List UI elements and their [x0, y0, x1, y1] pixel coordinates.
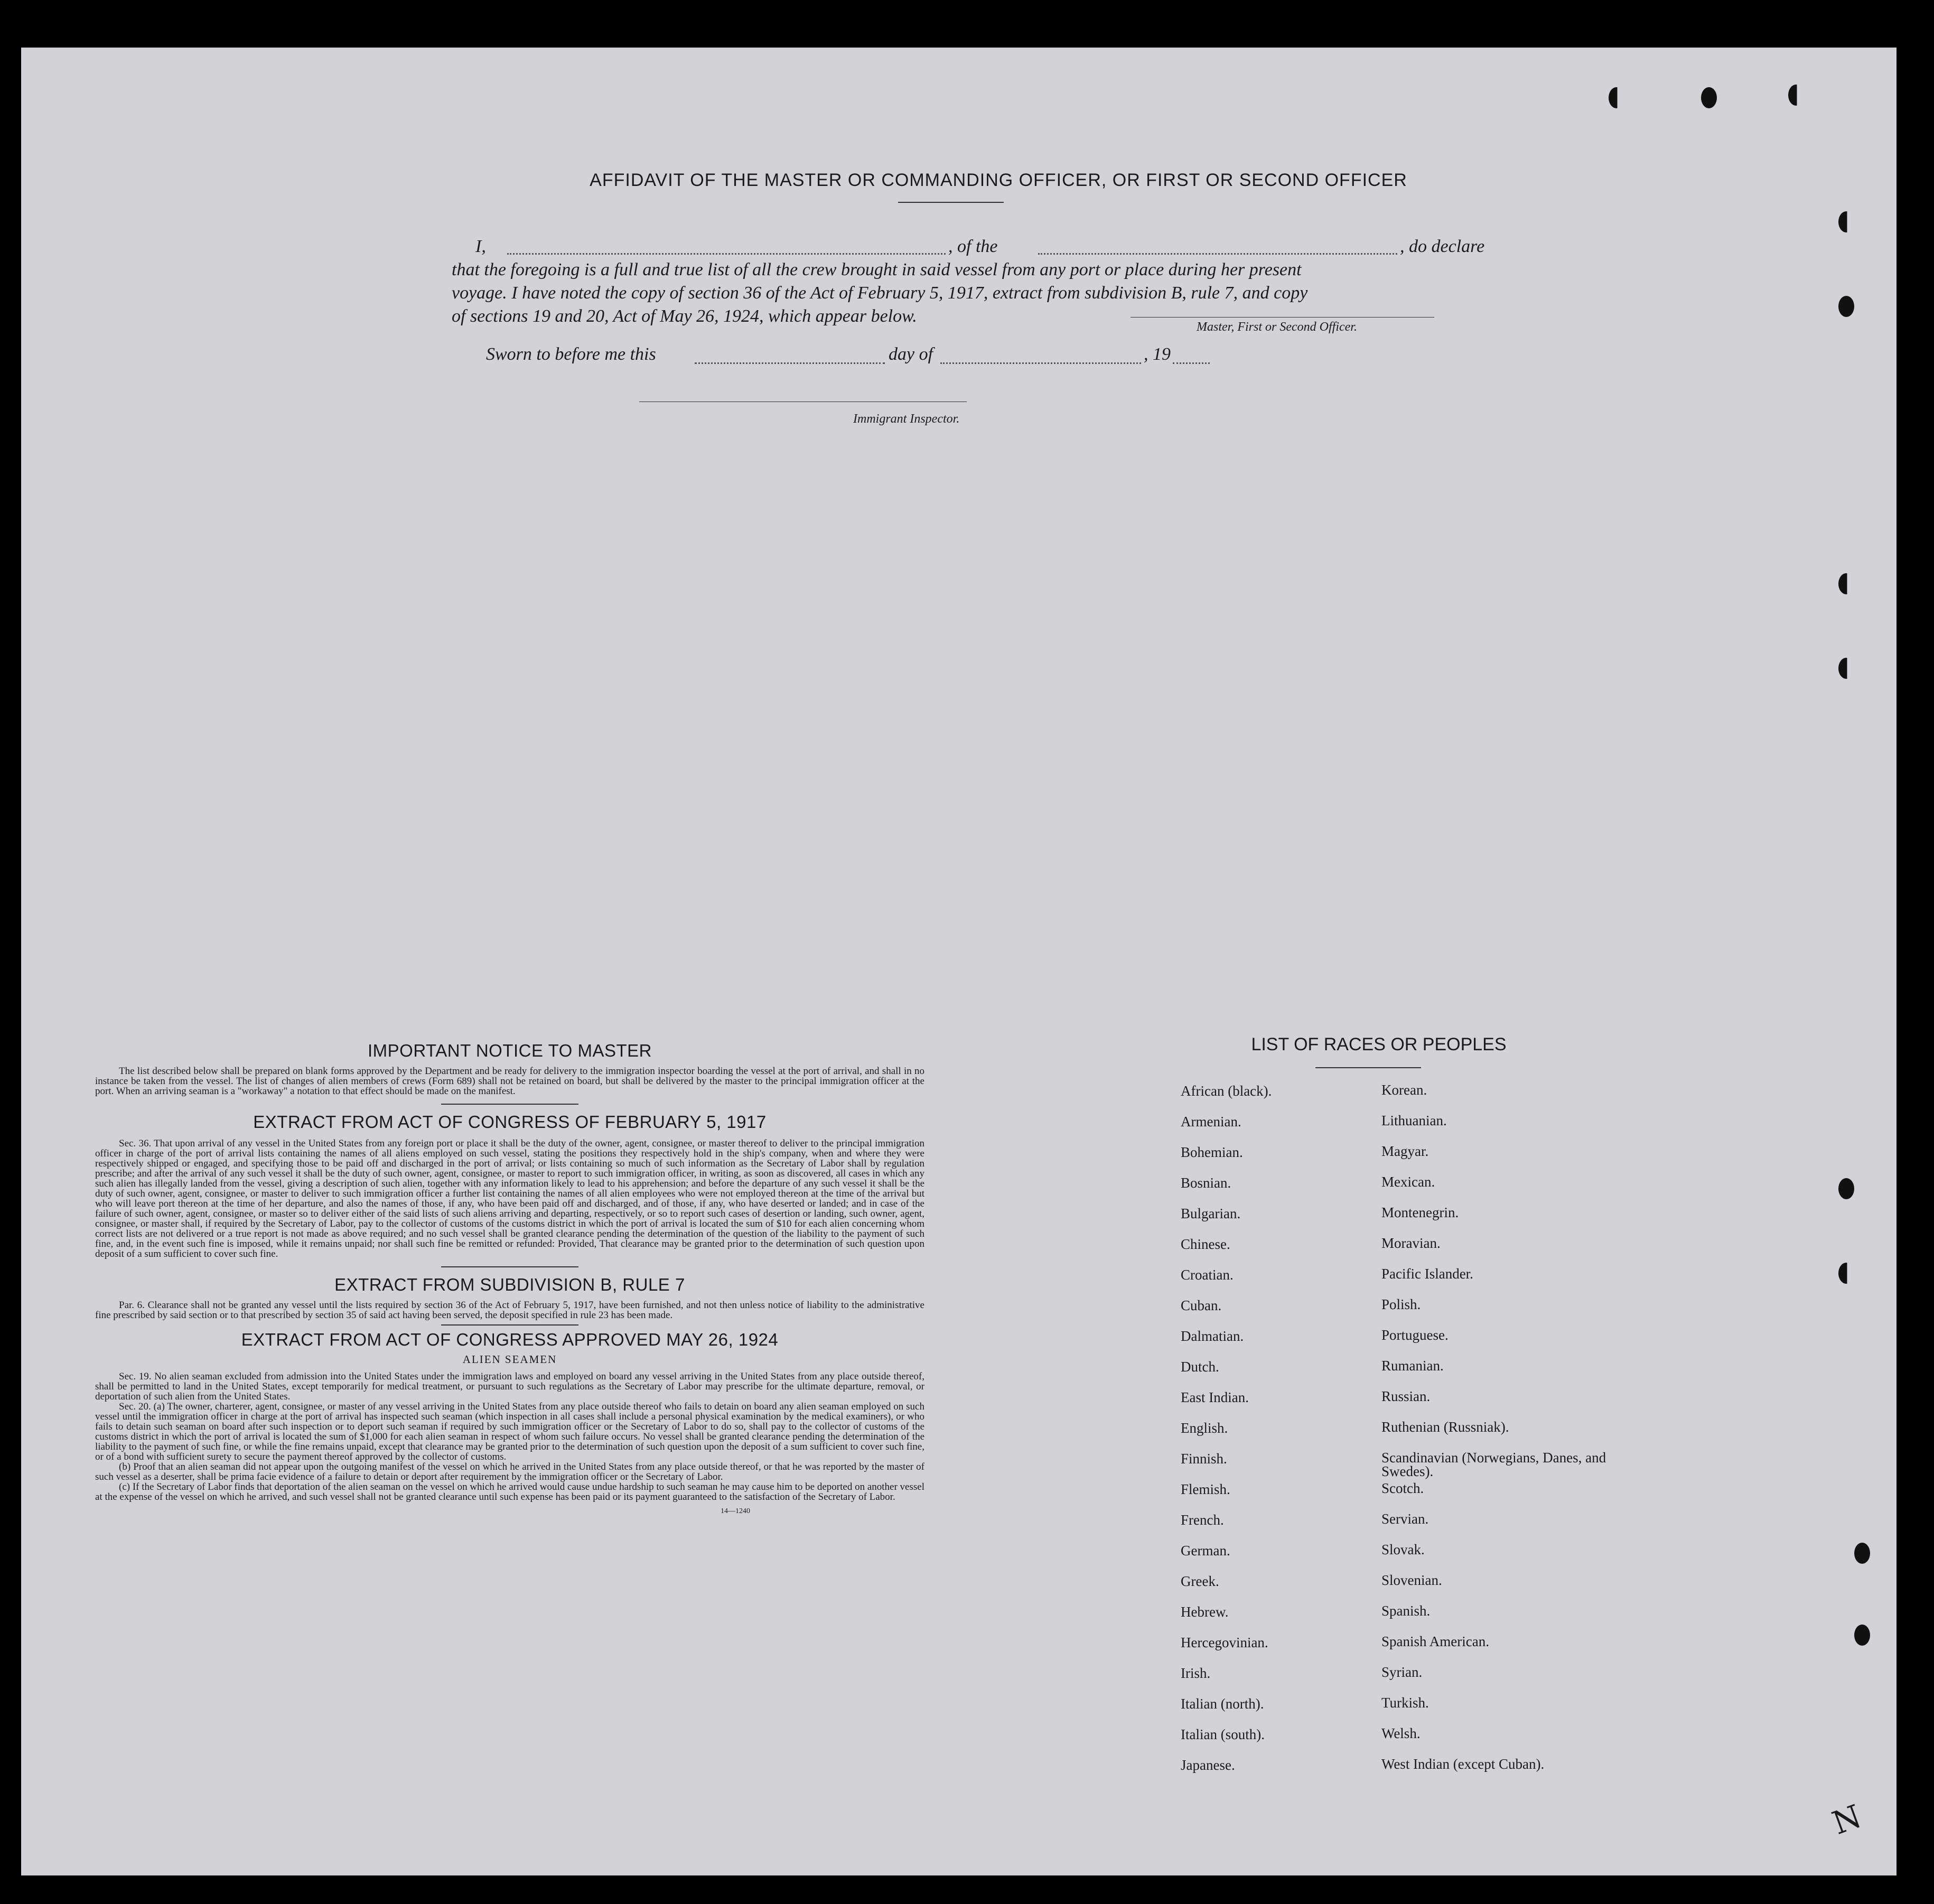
- sec-20a-text: Sec. 20. (a) The owner, charterer, agent, consignee, or master of any vessel arriving in the United States from any place outside thereof who fails to detain on board any alien seaman employed on such vessel until the immigration officer in charge at the port of arrival has inspected such seaman (which inspection in all cases shall include a personal physical examination by the medical examiners), or who fails to detain such seaman on board after such inspection or to deport such seaman if required by such immigration officer or the Secretary of Labor to do so, shall pay to the collector of customs of the customs district in which the port of arrival is located the sum of $1,000 for each alien seaman in respect of whom such failure occurs. No vessel shall be granted clearance pending the determination of the liability to the payment of such fine, or while the fine remains unpaid, except that clearance may be granted prior to the determination of such question upon the deposit of a sum sufficient to cover such fine, or of a bond with sufficient surety to secure the payment thereof approved by the collector of customs.: [95, 1401, 924, 1462]
- races-row: [1157, 1298, 1632, 1328]
- race-left: Japanese.: [1181, 1757, 1235, 1773]
- affidavit-declaration: [452, 235, 1508, 328]
- races-row: [1157, 1359, 1632, 1389]
- extract-1924-title: EXTRACT FROM ACT OF CONGRESS APPROVED MAY 26, 1924: [241, 1330, 779, 1349]
- punch-hole: [1609, 87, 1624, 108]
- races-row: [1157, 1451, 1632, 1481]
- notice-text: The list described below shall be prepared on blank forms approved by the Department and be ready for delivery to the immigration inspector boarding the vessel at the port of arrival, and shall in no instance be taken from the vessel. The list of changes of alien members of crews (Form 689) shall not be retained on board, but shall be delivered by the master to the principal immigration officer at the port. When an arriving seaman is a "workaway" a notation to that effect should be made on the manifest.: [95, 1066, 924, 1097]
- divider: [441, 1266, 578, 1267]
- races-row: [1157, 1512, 1632, 1543]
- race-right: Slovak.: [1381, 1542, 1425, 1557]
- races-title: LIST OF RACES OR PEOPLES: [1251, 1034, 1507, 1054]
- races-row: [1157, 1114, 1632, 1144]
- races-row: [1157, 1573, 1632, 1604]
- race-right: Syrian.: [1381, 1664, 1423, 1680]
- handwritten-mark: N: [1827, 1798, 1866, 1842]
- form-number: 14—1240: [721, 1507, 750, 1515]
- punch-hole: [1788, 85, 1804, 106]
- races-row: [1157, 1726, 1632, 1757]
- race-right: Moravian.: [1381, 1235, 1441, 1251]
- races-row: [1157, 1175, 1632, 1206]
- races-row: [1157, 1328, 1632, 1359]
- race-right: Russian.: [1381, 1388, 1431, 1404]
- sec-20c: [95, 1482, 924, 1502]
- race-right: Welsh.: [1381, 1725, 1421, 1741]
- race-right: Polish.: [1381, 1296, 1421, 1312]
- punch-hole: [1701, 87, 1717, 108]
- punch-hole: [1854, 1625, 1870, 1646]
- day-blank: [695, 362, 885, 364]
- title-underline: [898, 202, 1004, 203]
- notice-column: [95, 1041, 924, 1523]
- race-right: Magyar.: [1381, 1143, 1429, 1159]
- race-left: Bohemian.: [1181, 1144, 1243, 1160]
- punch-hole: [1838, 1263, 1854, 1284]
- race-left: Dutch.: [1181, 1359, 1219, 1375]
- race-left: Italian (south).: [1181, 1726, 1265, 1742]
- races-row: [1157, 1696, 1632, 1726]
- sec-19: [95, 1371, 924, 1402]
- declaration-line-2: that the foregoing is a full and true list of all the crew brought in said vessel from any port or place during her present: [452, 260, 1302, 279]
- race-left: Hercegovinian.: [1181, 1635, 1268, 1650]
- race-right: Servian.: [1381, 1511, 1429, 1527]
- declaration-line-3: voyage. I have noted the copy of section 36 of the Act of February 5, 1917, extract from subdivision B, rule 7, and copy: [452, 283, 1308, 303]
- document-page: [21, 48, 1896, 1875]
- race-right: West Indian (except Cuban).: [1381, 1756, 1545, 1772]
- day-of-text: day of: [889, 344, 933, 364]
- race-left: French.: [1181, 1512, 1224, 1528]
- declaration-line-4: of sections 19 and 20, Act of May 26, 1924, which appear below.: [452, 306, 917, 326]
- races-row: [1157, 1267, 1632, 1298]
- race-right: Mexican.: [1381, 1174, 1435, 1190]
- races-row: [1157, 1665, 1632, 1696]
- vessel-blank: [1038, 253, 1397, 255]
- races-row: [1157, 1206, 1632, 1236]
- races-row: [1157, 1543, 1632, 1573]
- notice-body: [95, 1066, 924, 1096]
- races-row: [1157, 1144, 1632, 1175]
- race-left: Greek.: [1181, 1573, 1219, 1589]
- affidavit-title: AFFIDAVIT OF THE MASTER OR COMMANDING OFFICER, OR FIRST OR SECOND OFFICER: [590, 170, 1407, 190]
- race-left: Flemish.: [1181, 1481, 1230, 1497]
- subdivision-b-title: EXTRACT FROM SUBDIVISION B, RULE 7: [334, 1275, 685, 1294]
- race-right: Portuguese.: [1381, 1327, 1449, 1343]
- race-left: Chinese.: [1181, 1236, 1230, 1252]
- punch-hole: [1838, 1178, 1854, 1199]
- divider: [441, 1324, 578, 1326]
- extract-1917-title: EXTRACT FROM ACT OF CONGRESS OF FEBRUARY 5, 1917: [253, 1112, 767, 1132]
- race-left: Armenian.: [1181, 1114, 1241, 1130]
- declaration-i: I,: [475, 237, 486, 256]
- month-blank: [940, 362, 1141, 364]
- declaration-of-the: , of the: [948, 237, 998, 256]
- race-right: Spanish American.: [1381, 1634, 1489, 1649]
- subdivision-b-body: [95, 1300, 924, 1320]
- races-title-underline: [1315, 1067, 1421, 1068]
- sec-20b: [95, 1462, 924, 1482]
- sworn-text: Sworn to before me this: [486, 344, 656, 364]
- punch-hole: [1838, 658, 1854, 679]
- race-right: Spanish.: [1381, 1603, 1431, 1619]
- punch-hole: [1838, 573, 1854, 594]
- extract-1917-body: [95, 1138, 924, 1259]
- alien-seamen-subtitle: ALIEN SEAMEN: [462, 1353, 557, 1366]
- name-blank: [507, 253, 946, 255]
- races-row: [1157, 1757, 1632, 1788]
- race-left: Dalmatian.: [1181, 1328, 1244, 1344]
- race-left: Hebrew.: [1181, 1604, 1229, 1620]
- races-row: [1157, 1389, 1632, 1420]
- sec-20c-text: (c) If the Secretary of Labor finds that deportation of the alien seaman on the vessel on which he arrived would cause undue hardship to such seaman he may cause him to be deported on another vessel at the expense of the vessel on which he arrived, and such vessel shall not be granted clearance until such expense has been paid or its payment guaranteed to the satisfaction of the Secretary of Labor.: [95, 1481, 924, 1502]
- races-row: [1157, 1420, 1632, 1451]
- declaration-do-declare: , do declare: [1400, 237, 1485, 256]
- race-right: Rumanian.: [1381, 1358, 1444, 1374]
- race-right: Ruthenian (Russniak).: [1381, 1419, 1509, 1435]
- race-right: Lithuanian.: [1381, 1113, 1447, 1128]
- sworn-line: [486, 344, 1226, 368]
- race-left: English.: [1181, 1420, 1228, 1436]
- race-right: Pacific Islander.: [1381, 1266, 1473, 1282]
- race-left: Croatian.: [1181, 1267, 1234, 1283]
- race-left: Irish.: [1181, 1665, 1211, 1681]
- race-right: Montenegrin.: [1381, 1205, 1459, 1220]
- year-blank: [1173, 362, 1210, 364]
- races-row: [1157, 1083, 1632, 1114]
- race-left: East Indian.: [1181, 1389, 1249, 1405]
- year-text: , 19: [1144, 344, 1171, 364]
- race-left: German.: [1181, 1543, 1230, 1558]
- sec-19-text: Sec. 19. No alien seaman excluded from admission into the United States under the immigration laws and employed on board any vessel arriving in the United States from any place outside thereof, shall be permitted to land in the United States, except temporarily for medical treatment, or pursuant to such regulations as the Secretary of Labor may prescribe for the ultimate departure, removal, or deportation of such alien from the United States.: [95, 1371, 924, 1402]
- races-row: [1157, 1635, 1632, 1665]
- master-caption: Master, First or Second Officer.: [1197, 320, 1357, 334]
- race-right: Scotch.: [1381, 1480, 1424, 1496]
- subdivision-b-text: Par. 6. Clearance shall not be granted any vessel until the lists required by section 36 of the Act of February 5, 1917, have been furnished, and not then unless notice of liability to the administrative fine prescribed by said section or to that prescribed by section 35 of said act having been served, the deposit specified in rule 23 has been made.: [95, 1300, 924, 1321]
- extract-1917-text: Sec. 36. That upon arrival of any vessel in the United States from any foreign port or place it shall be the duty of the owner, agent, consignee, or master thereof to deliver to the principal immigration officer in charge of the port of arrival lists containing the names of all aliens employed on such vessel, stating the positions they respectively hold in the ship's company, when and where they were respectively shipped or engaged, and specifying those to be paid off and discharged in the port of arrival; or lists containing so much of such information as the Secretary of Labor shall by regulation prescribe; and after the arrival of any such vessel it shall be the duty of such owner, agent, consignee, or master to report to such immigration officer, in writing, as soon as discovered, all cases in which any such alien has illegally landed from the vessel, giving a description of such alien, together with any information likely to lead to his apprehension; and before the departure of any such vessel it shall be the duty of such owner, agent, consignee, or master to deliver to such immigration officer a further list containing the names of all alien employees who were not employed thereon at the time of the arrival but who will leave port thereon at the time of her departure, and also the names of those, if any, who have been paid off and discharged, and of those, if any, who have deserted or landed; and in case of the failure of such owner, agent, consignee, or master so to deliver either of the said lists of such aliens arriving and departing, respectively, or so to report such cases of desertion or landing, such owner, agent, consignee, or master shall, if required by the Secretary of Labor, pay to the collector of customs of the customs district in which the port of arrival is located the sum of $10 for each alien concerning whom correct lists are not delivered or a true report is not made as above required; and no such vessel shall be granted clearance pending the determination of the question of the liability to the payment of such fine, and, in the event such fine is imposed, while it remains unpaid; nor shall such fine be remitted or refunded: Provided, That clearance may be granted prior to the determination of such question upon deposit of a sum sufficient to cover such fine.: [95, 1138, 924, 1259]
- divider: [441, 1104, 578, 1105]
- races-row: [1157, 1604, 1632, 1635]
- race-right: Scandinavian (Norwegians, Danes, and Swedes).: [1381, 1450, 1606, 1479]
- race-left: Italian (north).: [1181, 1696, 1264, 1712]
- master-signature-line: [1130, 317, 1434, 318]
- races-list: [1157, 1083, 1632, 1788]
- sec-20b-text: (b) Proof that an alien seaman did not appear upon the outgoing manifest of the vessel on which he arrived in the United States from any place outside thereof, or that he was reported by the master of such vessel as a deserter, shall be prima facie evidence of a failure to detain or deport after requirement by the immigration officer or the Secretary of Labor.: [95, 1461, 924, 1482]
- race-left: Bulgarian.: [1181, 1206, 1241, 1221]
- race-left: African (black).: [1181, 1083, 1272, 1099]
- races-row: [1157, 1236, 1632, 1267]
- notice-title: IMPORTANT NOTICE TO MASTER: [367, 1041, 652, 1060]
- inspector-caption: Immigrant Inspector.: [853, 412, 960, 426]
- race-right: Korean.: [1381, 1082, 1427, 1098]
- punch-hole: [1854, 1543, 1870, 1564]
- sec-20a: [95, 1402, 924, 1462]
- punch-hole: [1838, 211, 1854, 232]
- race-right: Slovenian.: [1381, 1572, 1442, 1588]
- race-left: Cuban.: [1181, 1298, 1222, 1313]
- races-row: [1157, 1481, 1632, 1512]
- race-left: Finnish.: [1181, 1451, 1227, 1467]
- punch-hole: [1838, 296, 1854, 317]
- race-right: Turkish.: [1381, 1695, 1429, 1711]
- race-left: Bosnian.: [1181, 1175, 1231, 1191]
